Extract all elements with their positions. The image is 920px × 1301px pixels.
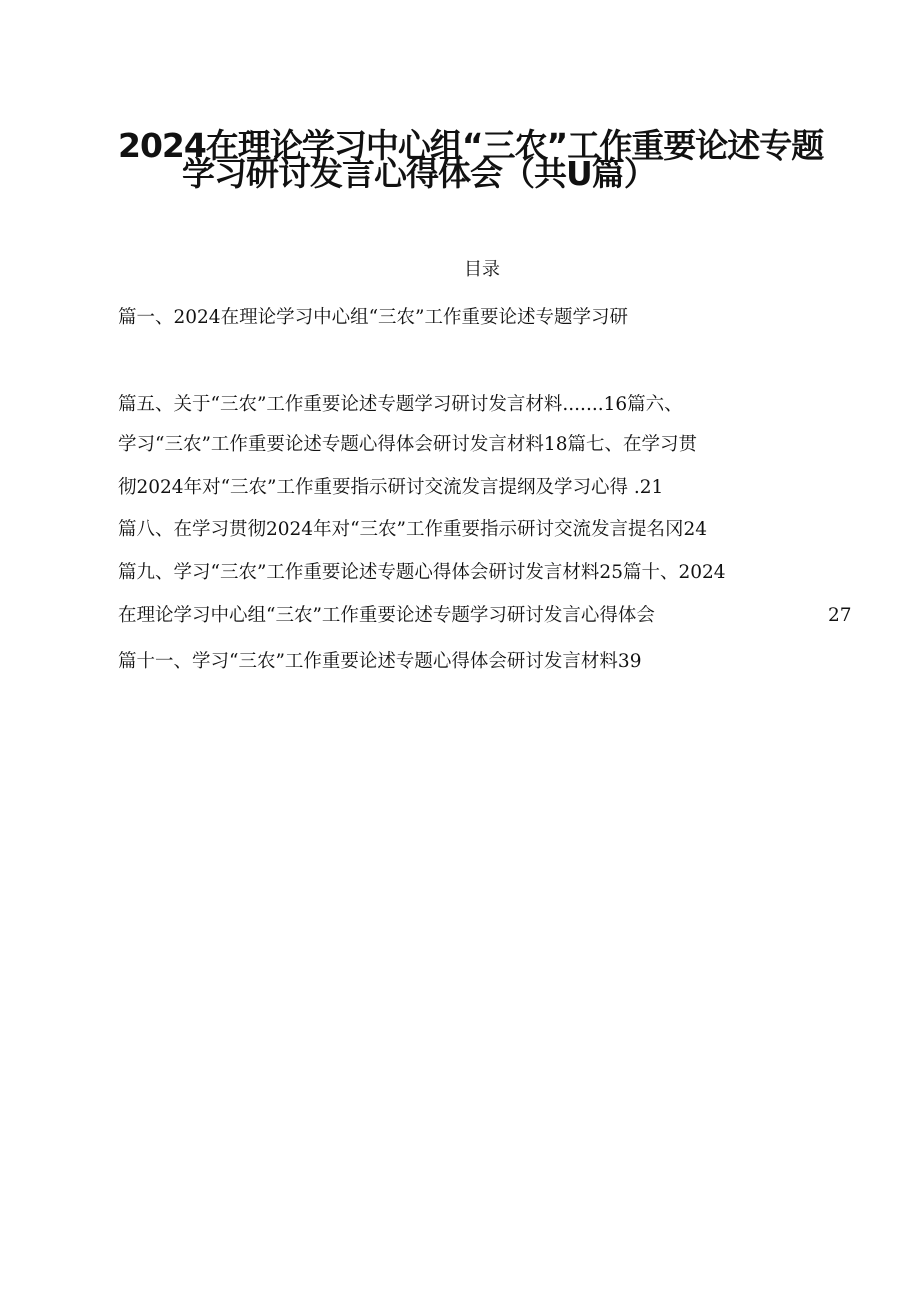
document-title-line-2: 学习研讨发言心得体会（共U篇）: [182, 154, 656, 193]
toc-line-3: 学习“三农”工作重要论述专题心得体会研讨发言材料18篇七、在学习贯: [118, 434, 697, 455]
toc-line-2: 篇五、关于“三农”工作重要论述专题学习研讨发言材料.......16篇六、: [118, 394, 683, 415]
toc-line-5: 篇八、在学习贯彻2024年对“三农”工作重要指示研讨交流发言提名冈24: [118, 519, 708, 540]
toc-line-4: 彻2024年对“三农”工作重要指示研讨交流发言提纲及学习心得 .21: [118, 477, 664, 498]
toc-line-1: 篇一、2024在理论学习中心组“三农”工作重要论述专题学习研: [118, 307, 628, 328]
toc-line-8: 篇十一、学习“三农”工作重要论述专题心得体会研讨发言材料39: [118, 651, 642, 672]
toc-line-6: 篇九、学习“三农”工作重要论述专题心得体会研讨发言材料25篇十、2024: [118, 562, 726, 583]
toc-line-7-page-number: 27: [828, 605, 852, 626]
toc-heading: 目录: [464, 259, 500, 280]
toc-line-7-text: 在理论学习中心组“三农”工作重要论述专题学习研讨发言心得体会: [118, 605, 655, 626]
document-title-line-1: 2024在理论学习中心组“三农”工作重要论述专题: [118, 126, 824, 165]
toc-line-7: [118, 604, 852, 628]
